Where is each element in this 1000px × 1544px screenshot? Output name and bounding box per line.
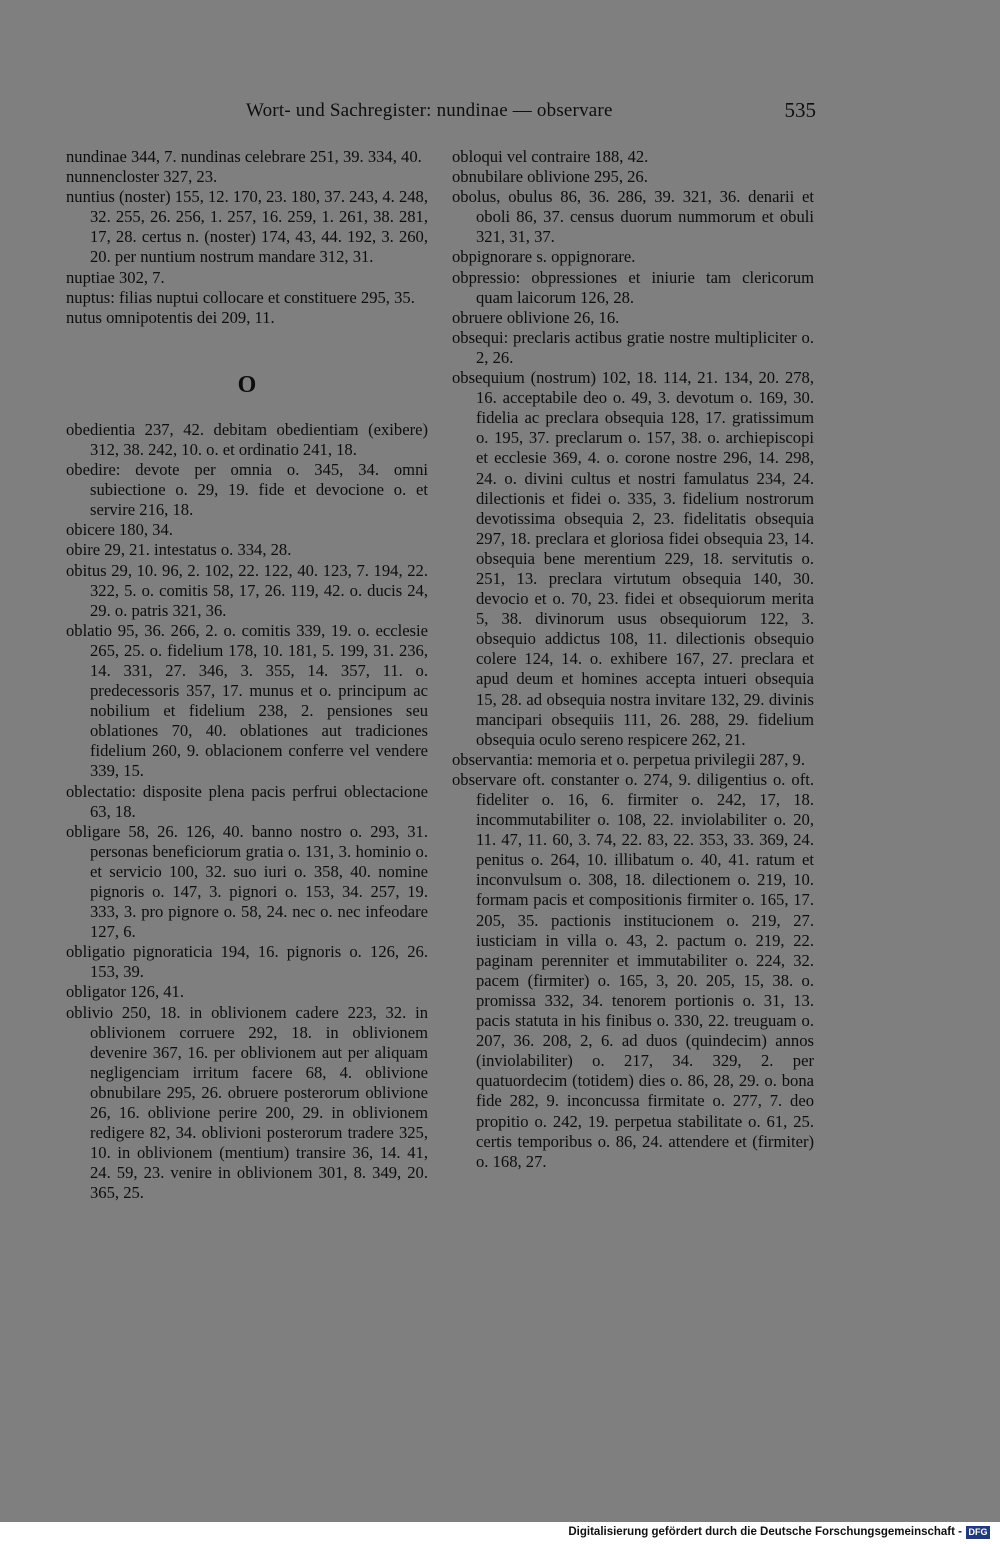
index-entry: obitus 29, 10. 96, 2. 102, 22. 122, 40. 123, 7. 194, 22. 322, 5. o. comitis 58, 17, 26. 119, 42. o. ducis 24, 29. o. patris 321, 36. [66, 560, 428, 620]
index-entry: nuptus: filias nuptui collocare et constituere 295, 35. [66, 287, 415, 307]
footer-bar [0, 1522, 1000, 1544]
index-entry: obligatio pignoraticia 194, 16. pignoris o. 126, 26. 153, 39. [66, 942, 428, 982]
right-column [452, 147, 814, 1172]
left-column [66, 147, 428, 1204]
running-header [66, 100, 816, 130]
index-entry: obnubilare oblivione 295, 26. [452, 167, 648, 187]
index-entry: nuntius (noster) 155, 12. 170, 23. 180, 37. 243, 4. 248, 32. 255, 26. 256, 1. 257, 16. 259, 1. 261, 38. 281, 17, 28. certus n. (noster) 174, 43, 44. 192, 3. 260, 20. per nuntium nostrum mandare 312, 31. [66, 187, 428, 267]
index-entry: obruere oblivione 26, 16. [452, 307, 620, 327]
index-entry: observantia: memoria et o. perpetua privilegii 287, 9. [452, 749, 805, 769]
index-entry: obligare 58, 26. 126, 40. banno nostro o. 293, 31. personas beneficiorum gratia o. 131, 3. hominio o. et servicio 100, 32. suo iuri o. 358, 40. nomine pignoris o. 147, 3. pignori o. 153, 34. 257, 19. 333, 3. pro pignore o. 58, 24. nec o. nec infeodare 127, 6. [66, 821, 428, 942]
section-letter: O [237, 371, 257, 398]
index-entry: obire 29, 21. intestatus o. 334, 28. [66, 540, 292, 560]
index-entry: obsequi: preclaris actibus gratie nostre multipliciter o. 2, 26. [452, 327, 814, 367]
index-entry: oblivio 250, 18. in oblivionem cadere 223, 32. in oblivionem corruere 292, 18. in oblivionem devenire 367, 16. per oblivionem aut per aliquam negligenciam irritum facere 68, 4. oblivione obnubilare 295, 26. obruere posterorum oblivione 26, 16. oblivione perire 200, 29. in oblivionem redigere 82, 34. oblivioni posterorum tradere 325, 10. in oblivionem (mentium) transire 36, 14. 41, 24. 59, 23. venire in oblivionem 301, 8. 349, 20. 365, 25. [66, 1002, 428, 1203]
left-entries-after [66, 420, 428, 1204]
funding-credit: Digitalisierung gefördert durch die Deutsche Forschungsgemeinschaft - [568, 1526, 962, 1538]
index-entry: oblectatio: disposite plena pacis perfrui oblectacione 63, 18. [66, 781, 428, 821]
left-entries-before [66, 147, 428, 328]
index-entry: oblatio 95, 36. 266, 2. o. comitis 339, 19. o. ecclesie 265, 25. o. fidelium 178, 10. 181, 5. 199, 31. 236, 14. 331, 27. 346, 3. 355, 14. 357, 11. o. predecessoris 357, 17. munus et o. principum ac nobilium et fidelium 238, 2. pensiones seu oblationes 70, 40. oblationes aut tradiciones fidelium 260, 9. oblacionem conferre vel vendere 339, 15. [66, 620, 428, 781]
index-entry: obligator 126, 41. [66, 982, 184, 1002]
index-entry: obedire: devote per omnia o. 345, 34. omni subiectione o. 29, 19. fide et devocione o. et servire 216, 18. [66, 460, 428, 520]
index-entry: obicere 180, 34. [66, 520, 173, 540]
index-entry: obedientia 237, 42. debitam obedientiam (exibere) 312, 38. 242, 10. o. et ordinatio 241, 18. [66, 419, 428, 459]
index-entry: obolus, obulus 86, 36. 286, 39. 321, 36. denarii et oboli 86, 37. census duorum nummorum et obuli 321, 31, 37. [452, 187, 814, 247]
header-title: Wort- und Sachregister: nundinae — observare [246, 100, 613, 121]
index-entry: observare oft. constanter o. 274, 9. diligentius o. oft. fideliter o. 16, 6. firmiter o. 242, 17, 18. incommutabiliter o. 108, 22. inviolabiliter o. 20, 11. 47, 11. 60, 3. 74, 22. 83, 22. 353, 33. 369, 24. penitus o. 264, 10. illibatum o. 40, 41. ratum et inconvulsum o. 308, 18. dilectionem o. 219, 10. formam pacis et compositionis firmiter o. 165, 17. 205, 35. pactionis institucionem o. 219, 27. iusticiam in villa o. 43, 2. pactum o. 219, 22. paginam perenniter et immutabiliter o. 224, 32. pacem (firmiter) o. 165, 3, 20. 205, 15, 38. o. promissa 332, 34. tenorem portionis o. 31, 13. pacis statuta in his finibus o. 330, 22. treuguam o. 207, 36. 208, 2, 6. ad duos (quindecim) annos (inviolabiliter) o. 217, 34. 329, 2. per quatuordecim (totidem) dies o. 86, 28, 29. o. bona fide 282, 9. inconcussa firmitate o. 277, 7. deo propitio o. 242, 19. perpetua stabilitate o. 61, 25. certis temporibus o. 86, 24. attendere et (firmiter) o. 168, 27. [452, 769, 814, 1171]
index-entry: nuptiae 302, 7. [66, 267, 165, 287]
index-entry: nundinae 344, 7. nundinas celebrare 251, 39. 334, 40. [66, 147, 422, 166]
page-number: 535 [784, 98, 816, 122]
index-entry: nunnencloster 327, 23. [66, 167, 218, 187]
right-entries [452, 147, 814, 1172]
index-entry: obloqui vel contraire 188, 42. [452, 147, 649, 166]
index-entry: obsequium (nostrum) 102, 18. 114, 21. 134, 20. 278, 16. acceptabile deo o. 49, 3. devotum o. 169, 30. fidelia ac preclara obsequia 128, 17. gratissimum o. 195, 37. preclarum o. 157, 38. o. archiepiscopi et ecclesie 369, 4. o. corone nostre 296, 14. 298, 24. o. divini cultus et nostri famulatus 234, 24. dilectionis et fidei o. 335, 3. fidelium nostrorum devotissima obsequia 2, 23. fidelitatis obsequia 297, 18. preclara et gloriosa fidei obsequia 23, 14. obsequia bene merentium 229, 18. servitutis o. 251, 13. preclara virtutum obsequia 140, 30. devocio et o. 70, 23. fidei et obsequiorum merita 5, 38. divinorum usus obsequiorum 122, 3. obsequio addictus 108, 11. dilectionis obsequio colere 124, 14. o. exhibere 167, 27. preclara et apud deum et homines accepta intueri obsequia 15, 28. ad obsequia nostra invitare 132, 29. divinis mancipari obsequiis 111, 26. 288, 29. fidelium obsequia oculo sereno respicere 262, 21. [452, 368, 814, 749]
index-entry: obpignorare s. oppignorare. [452, 247, 636, 267]
dfg-logo: DFG [966, 1526, 990, 1539]
index-entry: nutus omnipotentis dei 209, 11. [66, 307, 275, 327]
index-entry: obpressio: obpressiones et iniurie tam clericorum quam laicorum 126, 28. [452, 267, 814, 307]
